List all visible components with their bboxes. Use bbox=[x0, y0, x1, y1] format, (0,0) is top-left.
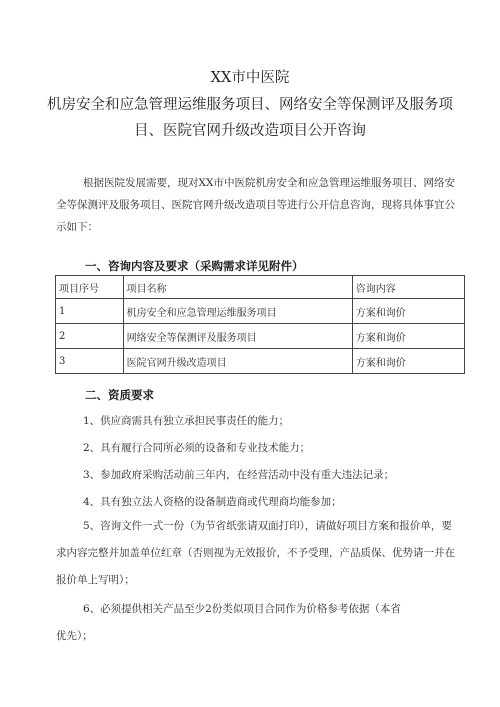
intro-paragraph bbox=[56, 172, 464, 238]
intro-line: 根据医院发展需要，现对XX市中医院机房安全和应急管理运维服务项目、网络安 bbox=[83, 177, 455, 189]
requirement-item: 4、具有独立法人资格的设备制造商或代理商均能参加； bbox=[83, 496, 342, 508]
table-header-cell: 项目名称 bbox=[123, 276, 352, 299]
table-row bbox=[56, 349, 465, 374]
table-cell: 3 bbox=[56, 349, 124, 374]
table-cell: 机房安全和应急管理运维服务项目 bbox=[123, 299, 352, 324]
requirement-line: 报价单上写明）； bbox=[56, 574, 135, 586]
consultation-table bbox=[55, 275, 465, 374]
table-row bbox=[56, 324, 465, 349]
table-cell: 方案和询价 bbox=[352, 299, 464, 324]
table-header-row bbox=[56, 276, 465, 299]
document-title-line-1: 机房安全和应急管理运维服务项目、网络安全等保测评及服务项 bbox=[47, 97, 453, 113]
document-title-line-2: 目、医院官网升级改造项目公开咨询 bbox=[134, 123, 366, 139]
section-heading-qualifications: 二、资质要求 bbox=[85, 388, 154, 402]
requirement-line: 6、必须提供相关产品至少2份类似项目合同作为价格参考依据（本省 bbox=[83, 603, 401, 615]
requirement-item-6 bbox=[56, 596, 466, 650]
section-heading-consultation: 一、咨询内容及要求（采购需求详见附件） bbox=[85, 259, 304, 273]
intro-line: 全等保测评及服务项目、医院官网升级改造项目等进行公开信息咨询，现将具体事宜公 bbox=[56, 199, 455, 211]
organization-name: XX市中医院 bbox=[210, 70, 290, 86]
table-row bbox=[56, 299, 465, 324]
table-cell: 方案和询价 bbox=[352, 324, 464, 349]
table-header-cell: 项目序号 bbox=[56, 276, 124, 299]
requirement-line: 优先）； bbox=[56, 630, 93, 642]
table-cell: 1 bbox=[56, 299, 124, 324]
requirement-line: 5、咨询文件一式一份（为节省纸张请双面打印），请做好项目方案和报价单，要 bbox=[83, 520, 452, 532]
intro-line: 示如下： bbox=[56, 221, 98, 233]
requirement-line: 求内容完整并加盖单位红章（否则视为无效报价，不予受理，产品质保、优势请一并在 bbox=[56, 547, 455, 559]
requirement-item-5 bbox=[56, 513, 466, 594]
table-header-cell: 咨询内容 bbox=[352, 276, 464, 299]
table-cell: 2 bbox=[56, 324, 124, 349]
requirement-item: 2、具有履行合同所必须的设备和专业技术能力； bbox=[83, 442, 311, 454]
requirement-item: 1、供应商需具有独立承担民事责任的能力； bbox=[83, 415, 290, 427]
table-cell: 网络安全等保测评及服务项目 bbox=[123, 324, 352, 349]
table-cell: 方案和询价 bbox=[352, 349, 464, 374]
table-cell: 医院官网升级改造项目 bbox=[123, 349, 352, 374]
requirement-item: 3、参加政府采购活动前三年内，在经营活动中没有重大违法记录； bbox=[83, 469, 395, 481]
